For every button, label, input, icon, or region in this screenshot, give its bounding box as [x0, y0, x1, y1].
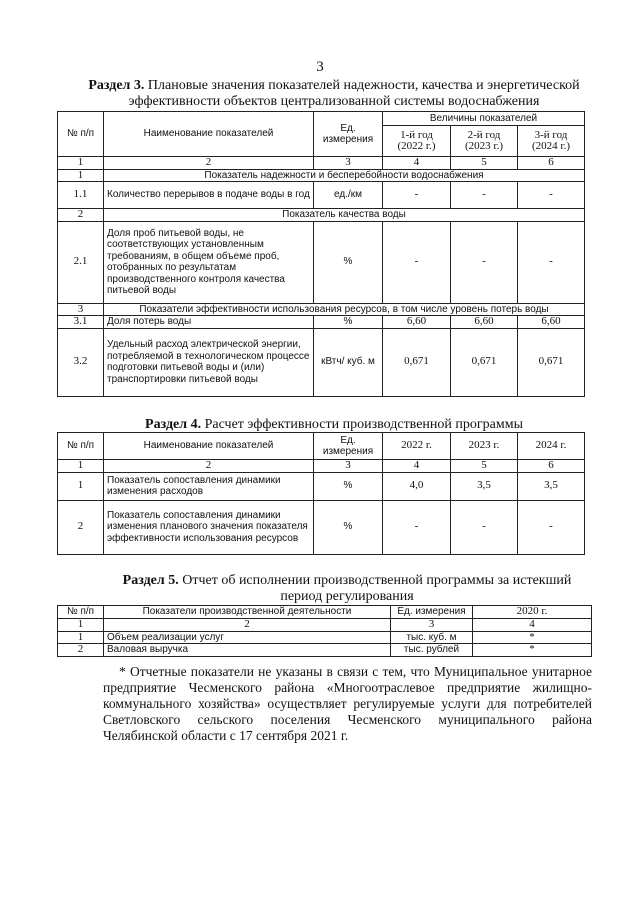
row-unit: % — [314, 500, 383, 554]
row-value-1: 0,671 — [383, 328, 451, 396]
column-number: 1 — [58, 157, 104, 170]
column-number: 5 — [451, 460, 518, 473]
row-name: Доля проб питьевой воды, не соответствующих установленным требованиям, в общем объеме проб, отобранных по результатам производственного контроля качества питьевой воды — [104, 221, 314, 303]
table-row — [58, 316, 585, 329]
group-title: Показатель надежности и бесперебойности водоснабжения — [104, 169, 585, 182]
row-value-1: - — [383, 500, 451, 554]
row-unit: тыс. куб. м — [391, 631, 473, 644]
column-number: 4 — [473, 619, 592, 632]
column-number-row — [58, 460, 585, 473]
row-value-2: 0,671 — [451, 328, 518, 396]
row-name: Валовая выручка — [104, 644, 391, 657]
row-value-2: - — [451, 500, 518, 554]
column-number: 4 — [383, 460, 451, 473]
column-number: 6 — [518, 460, 585, 473]
section5-heading — [100, 573, 594, 605]
row-value-2: - — [451, 221, 518, 303]
table-row — [58, 500, 585, 554]
column-number: 2 — [104, 157, 314, 170]
section5-label: Раздел 5. — [122, 573, 179, 588]
row-number: 2 — [58, 644, 104, 657]
column-number: 1 — [58, 460, 104, 473]
column-number: 3 — [391, 619, 473, 632]
column-number: 4 — [383, 157, 451, 170]
table-row — [58, 631, 592, 644]
row-name: Показатель сопоставления динамики изменения расходов — [104, 472, 314, 500]
page-number: 3 — [316, 59, 324, 75]
row-number: 2 — [58, 500, 104, 554]
col-header-name: Показатели производственной деятельности — [104, 606, 391, 619]
row-value-1: 6,60 — [383, 316, 451, 329]
row-value-1: - — [383, 182, 451, 209]
section3-label: Раздел 3. — [88, 78, 145, 93]
row-number: 1 — [58, 472, 104, 500]
col-header-year-3: 2024 г. — [518, 433, 585, 460]
col-header-num: № п/п — [58, 112, 104, 157]
group-row — [58, 169, 585, 182]
column-number: 3 — [314, 460, 383, 473]
group-row — [58, 209, 585, 222]
row-number: 3.2 — [58, 328, 104, 396]
col-header-num: № п/п — [58, 433, 104, 460]
col-header-unit: Ед. измерения — [314, 112, 383, 157]
group-row — [58, 303, 585, 316]
section4-heading — [78, 417, 590, 433]
column-number: 1 — [58, 619, 104, 632]
row-unit: % — [314, 316, 383, 329]
section4-label: Раздел 4. — [145, 417, 202, 432]
section3-title: Плановые значения показателей надежности, качества и энергетической эффективности объектов централизованной системы водоснабжения — [128, 78, 580, 109]
col-header-year-2: 2-й год (2023 г.) — [451, 126, 518, 157]
col-header-name: Наименование показателей — [104, 433, 314, 460]
group-title: Показатели эффективности использования ресурсов, в том числе уровень потерь воды — [104, 303, 585, 316]
group-number: 1 — [58, 169, 104, 182]
row-unit: кВтч/ куб. м — [314, 328, 383, 396]
row-number: 3.1 — [58, 316, 104, 329]
group-title: Показатель качества воды — [104, 209, 585, 222]
row-name: Объем реализации услуг — [104, 631, 391, 644]
col-header-year-1: 2022 г. — [383, 433, 451, 460]
col-header-year-2: 2023 г. — [451, 433, 518, 460]
row-value-1: 4,0 — [383, 472, 451, 500]
row-value-1: - — [383, 221, 451, 303]
section5-table — [57, 605, 592, 657]
column-number: 3 — [314, 157, 383, 170]
row-unit: % — [314, 472, 383, 500]
group-number: 3 — [58, 303, 104, 316]
row-value: * — [473, 631, 592, 644]
section3-heading — [78, 78, 590, 110]
column-number-row — [58, 619, 592, 632]
row-number: 1.1 — [58, 182, 104, 209]
col-header-name: Наименование показателей — [104, 112, 314, 157]
col-header-values: Величины показателей — [383, 112, 585, 126]
row-number: 1 — [58, 631, 104, 644]
row-name: Количество перерывов в подаче воды в год — [104, 182, 314, 209]
col-header-year-3: 3-й год (2024 г.) — [518, 126, 585, 157]
row-unit: % — [314, 221, 383, 303]
col-header-year-1: 1-й год (2022 г.) — [383, 126, 451, 157]
section5-title: Отчет об исполнении производственной программы за истекший период регулирования — [182, 573, 572, 604]
row-value-3: 6,60 — [518, 316, 585, 329]
column-number: 2 — [104, 460, 314, 473]
section3-table — [57, 111, 585, 397]
col-header-unit: Ед. измерения — [314, 433, 383, 460]
row-value-3: 0,671 — [518, 328, 585, 396]
table-row — [58, 328, 585, 396]
table-row — [58, 221, 585, 303]
row-name: Показатель сопоставления динамики изменения планового значения показателя эффективности использования ресурсов — [104, 500, 314, 554]
column-number: 5 — [451, 157, 518, 170]
section4-table — [57, 432, 585, 555]
column-number: 2 — [104, 619, 391, 632]
section4-title: Расчет эффективности производственной программы — [204, 417, 523, 432]
row-unit: тыс. рублей — [391, 644, 473, 657]
row-number: 2.1 — [58, 221, 104, 303]
table-row — [58, 644, 592, 657]
row-value-3: - — [518, 182, 585, 209]
column-number-row — [58, 157, 585, 170]
row-value-3: - — [518, 221, 585, 303]
table-row — [58, 182, 585, 209]
col-header-year: 2020 г. — [473, 606, 592, 619]
footnote-text: * Отчетные показатели не указаны в связи с тем, что Муниципальное унитарное предприятие Чесменского района «Многоотраслевое предприятие жилищно-коммунального хозяйства» осуществляет регулируемые услуги для потребителей Светловского сельского поселения Чесменского муниципального района Челябинской области с 17 сентября 2021 г. — [103, 664, 592, 743]
table-row — [58, 472, 585, 500]
row-value-2: 3,5 — [451, 472, 518, 500]
column-number: 6 — [518, 157, 585, 170]
col-header-num: № п/п — [58, 606, 104, 619]
row-unit: ед./км — [314, 182, 383, 209]
row-value-2: 6,60 — [451, 316, 518, 329]
row-value-3: - — [518, 500, 585, 554]
row-name: Доля потерь воды — [104, 316, 314, 329]
row-value: * — [473, 644, 592, 657]
row-name: Удельный расход электрической энергии, потребляемой в технологическом процессе подготовки питьевой воды и (или) транспортировки питьевой воды — [104, 328, 314, 396]
footnote — [103, 664, 592, 744]
row-value-2: - — [451, 182, 518, 209]
group-number: 2 — [58, 209, 104, 222]
col-header-unit: Ед. измерения — [391, 606, 473, 619]
row-value-3: 3,5 — [518, 472, 585, 500]
